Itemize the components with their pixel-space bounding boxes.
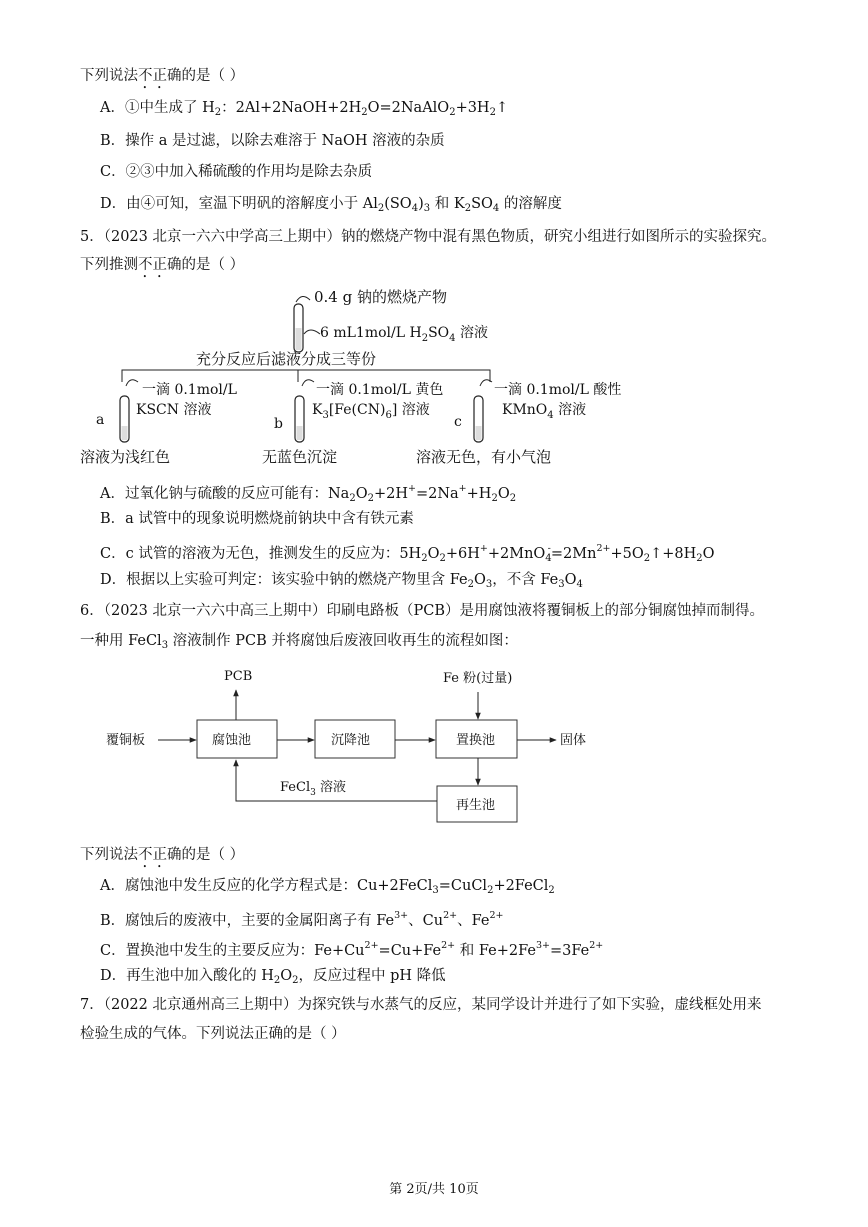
tube-label-c: c (454, 414, 462, 430)
q6-option-d: D．再生池中加入酸化的 $H_2O_2$，反应过程中 pH 降低 (100, 968, 446, 986)
box-replace-label: 置换池 (456, 733, 496, 748)
fig-top-label: 0.4 g 钠的燃烧产物 (314, 288, 447, 306)
test-tube-a (120, 396, 129, 442)
q4-option-c: C．②③中加入稀硫酸的作用均是除去杂质 (100, 164, 373, 180)
dropper-arrow-acid (304, 330, 320, 334)
q4-stem: 下列说法不正确的是（ ） (80, 68, 245, 84)
flow-solid-label: 固体 (560, 733, 587, 748)
dropper-arrow-top (296, 296, 310, 302)
q7-header: 7．（2022 北京通州高三上期中）为探究铁与水蒸气的反应，某同学设计并进行了如下实验，虚线框处用来 (80, 997, 762, 1013)
q6-stem: 下列说法不正确的是（ ） (80, 847, 245, 863)
box-settle-label: 沉降池 (331, 733, 371, 748)
q4-option-d: D．由④可知，室温下明矾的溶解度小于 $Al_2(SO_4)_3$ 和 $K_2SO_4$ 的溶解度 (100, 196, 562, 214)
flow-pcb-label: PCB (224, 669, 253, 684)
reagent-c-line1: 一滴 0.1mol/L 酸性 (494, 382, 622, 398)
flow-fe-label: Fe 粉(过量) (443, 671, 513, 686)
test-tube-b (295, 396, 304, 442)
tube-label-a: a (96, 412, 105, 428)
reagent-b-line2: $K_3[Fe(CN)_6]$ 溶液 (312, 402, 430, 421)
fig-split-label: 充分反应后滤液分成三等份 (196, 350, 377, 368)
result-a: 溶液为浅红色 (80, 448, 171, 466)
box-corrode-label: 腐蚀池 (212, 733, 252, 748)
q6-option-a: A．腐蚀池中发生反应的化学方程式是：Cu+2FeCl$_3$=CuCl$_2$+2FeCl$_2$ (100, 878, 555, 896)
result-b: 无蓝色沉淀 (262, 448, 338, 466)
q5-option-c: C．c 试管的溶液为无色，推测发生的反应为：$5H_2O_2+6H^++2MnO_4^-=2Mn^{2+}+5O_2↑+8H_2O$ (100, 543, 715, 564)
reagent-b-line1: 一滴 0.1mol/L 黄色 (316, 382, 444, 398)
page-footer: 第 2页/共 10页 (389, 1182, 479, 1197)
test-tube-c (474, 396, 483, 442)
reagent-a-line2: KSCN 溶液 (136, 402, 212, 418)
fig-acid-label: 6 mL1mol/L $H_2SO_4$ 溶液 (320, 325, 488, 344)
box-regen-label: 再生池 (456, 798, 496, 813)
q6-header: 6．（2023 北京一六六中高三上期中）印刷电路板（PCB）是用腐蚀液将覆铜板上的部分铜腐蚀掉而制得。 (80, 603, 764, 619)
q6-option-b: B．腐蚀后的废液中，主要的金属阳离子有 $Fe^{3+}$、$Cu^{2+}$、$Fe^{2+}$ (100, 910, 504, 929)
flow-input-label: 覆铜板 (106, 733, 146, 748)
q6-option-c: C．置换池中发生的主要反应为：$Fe+Cu^{2+}=Cu+Fe^{2+}$ 和 $Fe+2Fe^{3+}=3Fe^{2+}$ (100, 940, 604, 959)
reagent-c-line2: KMnO$_4$ 溶液 (502, 402, 587, 421)
tube-label-b: b (274, 416, 283, 432)
q7-line2: 检验生成的气体。下列说法正确的是（ ） (80, 1026, 346, 1042)
q6-line2: 一种用 FeCl$_3$ 溶液制作 PCB 并将腐蚀后废液回收再生的流程如图： (80, 633, 518, 651)
q5-header: 5．（2023 北京一六六中学高三上期中）钠的燃烧产物中混有黑色物质，研究小组进行如图所示的实验探究。 (80, 229, 776, 245)
reagent-a-line1: 一滴 0.1mol/L (142, 382, 237, 398)
q5-stem: 下列推测不正确的是（ ） (80, 257, 245, 273)
q5-option-d: D．根据以上实验可判定：该实验中钠的燃烧产物里含 $Fe_2O_3$，不含 $Fe_3O_4$ (100, 572, 583, 590)
q5-option-a: A．过氧化钠与硫酸的反应可能有：$Na_2O_2+2H^+=2Na^++H_2O_2$ (100, 483, 517, 504)
result-c: 溶液无色，有小气泡 (416, 448, 552, 466)
main-test-tube (294, 304, 303, 352)
q6-flow-diagram (100, 660, 620, 830)
q4-option-a: A．①中生成了 $H_2$：$2Al+2NaOH+2H_2O=2NaAlO_2+3H_2↑$ (100, 100, 509, 118)
flow-fecl3-label: FeCl$_3$ 溶液 (280, 780, 346, 798)
q5-experiment-figure (70, 278, 670, 473)
q5-option-b: B．a 试管中的现象说明燃烧前钠块中含有铁元素 (100, 511, 414, 527)
q4-option-b: B．操作 a 是过滤，以除去难溶于 NaOH 溶液的杂质 (100, 133, 445, 149)
